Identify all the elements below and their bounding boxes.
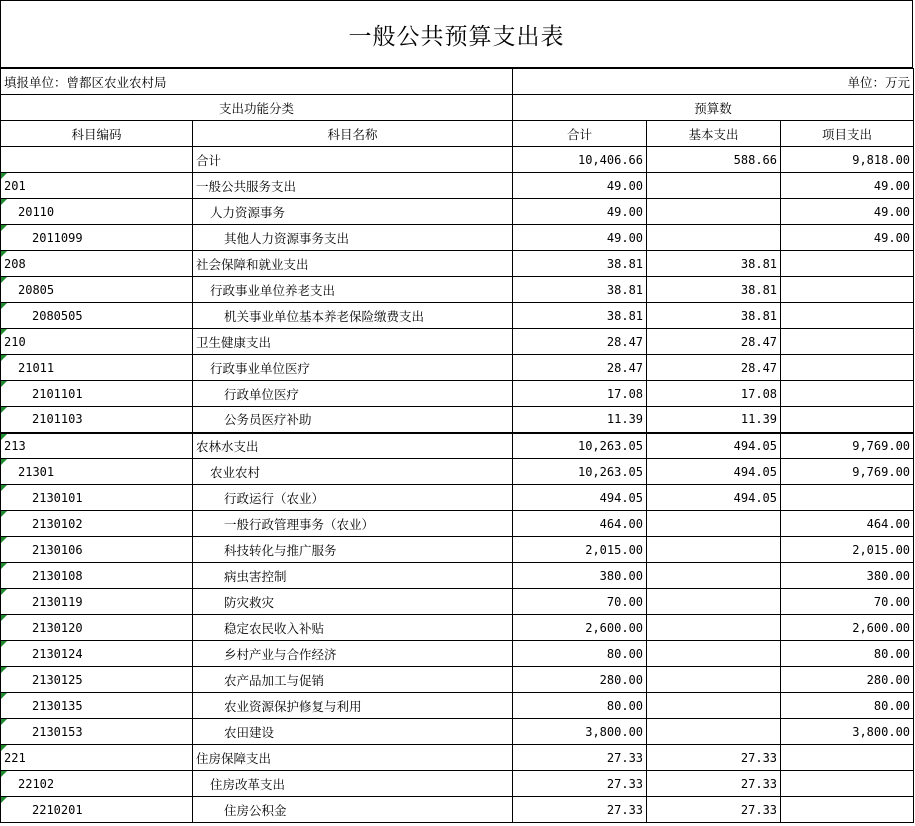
basic-cell[interactable] xyxy=(647,615,781,641)
project-cell[interactable]: 3,800.00 xyxy=(781,719,914,745)
table-row xyxy=(1,199,914,225)
basic-header[interactable]: 基本支出 xyxy=(647,121,781,147)
basic-cell[interactable] xyxy=(647,225,781,251)
code-cell[interactable]: 20805 xyxy=(1,277,193,303)
table-row xyxy=(1,329,914,355)
name-cell[interactable]: 农田建设 xyxy=(193,719,513,745)
total-cell[interactable]: 27.33 xyxy=(513,745,647,771)
total-cell[interactable]: 80.00 xyxy=(513,641,647,667)
header-row xyxy=(1,121,914,147)
project-cell[interactable]: 380.00 xyxy=(781,563,914,589)
name-cell[interactable]: 行政运行（农业） xyxy=(193,485,513,511)
project-cell[interactable]: 49.00 xyxy=(781,173,914,199)
project-cell[interactable] xyxy=(781,407,914,433)
total-cell[interactable]: 10,263.05 xyxy=(513,459,647,485)
name-cell[interactable]: 社会保障和就业支出 xyxy=(193,251,513,277)
total-cell[interactable]: 17.08 xyxy=(513,381,647,407)
project-cell[interactable]: 2,600.00 xyxy=(781,615,914,641)
name-cell[interactable]: 机关事业单位基本养老保险缴费支出 xyxy=(193,303,513,329)
total-cell[interactable]: 10,406.66 xyxy=(513,147,647,173)
project-cell[interactable]: 9,769.00 xyxy=(781,459,914,485)
name-cell[interactable]: 住房保障支出 xyxy=(193,745,513,771)
reporting-unit-cell[interactable]: 填报单位：曾都区农业农村局 xyxy=(1,69,513,95)
code-cell[interactable]: 2130106 xyxy=(1,537,193,563)
total-cell[interactable]: 27.33 xyxy=(513,771,647,797)
table-row xyxy=(1,589,914,615)
code-cell[interactable]: 210 xyxy=(1,329,193,355)
code-cell[interactable]: 2080505 xyxy=(1,303,193,329)
code-cell[interactable]: 208 xyxy=(1,251,193,277)
total-header[interactable]: 合计 xyxy=(513,121,647,147)
table-row xyxy=(1,459,914,485)
code-cell[interactable]: 2210201 xyxy=(1,797,193,823)
total-cell[interactable]: 10,263.05 xyxy=(513,433,647,459)
table-row xyxy=(1,667,914,693)
code-cell[interactable]: 2130119 xyxy=(1,589,193,615)
page-title: 一般公共预算支出表 xyxy=(348,23,565,50)
table-row xyxy=(1,771,914,797)
name-header[interactable]: 科目名称 xyxy=(193,121,513,147)
code-cell[interactable]: 201 xyxy=(1,173,193,199)
basic-cell[interactable]: 588.66 xyxy=(647,147,781,173)
basic-cell[interactable]: 38.81 xyxy=(647,303,781,329)
code-cell[interactable]: 213 xyxy=(1,433,193,459)
project-cell[interactable]: 9,818.00 xyxy=(781,147,914,173)
table-row xyxy=(1,277,914,303)
project-cell[interactable] xyxy=(781,771,914,797)
project-cell[interactable]: 9,769.00 xyxy=(781,433,914,459)
total-cell[interactable]: 494.05 xyxy=(513,485,647,511)
basic-cell[interactable] xyxy=(647,589,781,615)
code-cell[interactable]: 2130120 xyxy=(1,615,193,641)
project-cell[interactable] xyxy=(781,797,914,823)
code-cell[interactable]: 2011099 xyxy=(1,225,193,251)
basic-cell[interactable]: 28.47 xyxy=(647,355,781,381)
code-cell[interactable]: 2130135 xyxy=(1,693,193,719)
table-row xyxy=(1,381,914,407)
budget-group-header[interactable]: 预算数 xyxy=(513,95,914,121)
basic-cell[interactable]: 17.08 xyxy=(647,381,781,407)
project-cell[interactable]: 80.00 xyxy=(781,693,914,719)
title-cell[interactable] xyxy=(0,0,913,68)
name-cell[interactable]: 住房公积金 xyxy=(193,797,513,823)
name-cell[interactable]: 稳定农民收入补贴 xyxy=(193,615,513,641)
total-cell[interactable]: 380.00 xyxy=(513,563,647,589)
table-row xyxy=(1,225,914,251)
project-cell[interactable]: 49.00 xyxy=(781,225,914,251)
basic-cell[interactable] xyxy=(647,173,781,199)
basic-cell[interactable]: 27.33 xyxy=(647,797,781,823)
code-cell[interactable]: 2130102 xyxy=(1,511,193,537)
code-header[interactable]: 科目编码 xyxy=(1,121,193,147)
code-cell[interactable] xyxy=(1,147,193,173)
table-row xyxy=(1,797,914,823)
name-cell[interactable]: 行政事业单位医疗 xyxy=(193,355,513,381)
total-cell[interactable]: 280.00 xyxy=(513,667,647,693)
total-cell[interactable]: 38.81 xyxy=(513,251,647,277)
total-cell[interactable]: 2,015.00 xyxy=(513,537,647,563)
total-cell[interactable]: 3,800.00 xyxy=(513,719,647,745)
table-row xyxy=(1,173,914,199)
name-cell[interactable]: 合计 xyxy=(193,147,513,173)
project-cell[interactable]: 464.00 xyxy=(781,511,914,537)
code-cell[interactable]: 2130101 xyxy=(1,485,193,511)
name-cell[interactable]: 行政事业单位养老支出 xyxy=(193,277,513,303)
table-row xyxy=(1,355,914,381)
total-row xyxy=(1,147,914,173)
project-cell[interactable] xyxy=(781,745,914,771)
table-row xyxy=(1,511,914,537)
basic-cell[interactable]: 27.33 xyxy=(647,745,781,771)
total-cell[interactable]: 464.00 xyxy=(513,511,647,537)
project-header[interactable]: 项目支出 xyxy=(781,121,914,147)
name-cell[interactable]: 人力资源事务 xyxy=(193,199,513,225)
basic-cell[interactable]: 494.05 xyxy=(647,485,781,511)
total-cell[interactable]: 70.00 xyxy=(513,589,647,615)
total-cell[interactable]: 38.81 xyxy=(513,277,647,303)
code-cell[interactable]: 2130124 xyxy=(1,641,193,667)
table-row xyxy=(1,563,914,589)
name-cell[interactable]: 乡村产业与合作经济 xyxy=(193,641,513,667)
basic-cell[interactable] xyxy=(647,199,781,225)
info-row xyxy=(1,69,914,95)
name-cell[interactable]: 农业农村 xyxy=(193,459,513,485)
project-cell[interactable] xyxy=(781,485,914,511)
total-cell[interactable]: 28.47 xyxy=(513,355,647,381)
function-group-header[interactable]: 支出功能分类 xyxy=(1,95,513,121)
name-cell[interactable]: 卫生健康支出 xyxy=(193,329,513,355)
table-row xyxy=(1,693,914,719)
project-cell[interactable] xyxy=(781,251,914,277)
code-cell[interactable]: 20110 xyxy=(1,199,193,225)
name-cell[interactable]: 行政单位医疗 xyxy=(193,381,513,407)
name-cell[interactable]: 其他人力资源事务支出 xyxy=(193,225,513,251)
project-cell[interactable]: 70.00 xyxy=(781,589,914,615)
total-cell[interactable]: 27.33 xyxy=(513,797,647,823)
budget-table xyxy=(0,68,914,823)
total-cell[interactable]: 38.81 xyxy=(513,303,647,329)
total-cell[interactable]: 28.47 xyxy=(513,329,647,355)
name-cell[interactable]: 病虫害控制 xyxy=(193,563,513,589)
name-cell[interactable]: 农林水支出 xyxy=(193,433,513,459)
table-row xyxy=(1,251,914,277)
basic-cell[interactable] xyxy=(647,563,781,589)
total-cell[interactable]: 2,600.00 xyxy=(513,615,647,641)
project-cell[interactable] xyxy=(781,277,914,303)
total-cell[interactable]: 49.00 xyxy=(513,199,647,225)
project-cell[interactable] xyxy=(781,303,914,329)
code-cell[interactable]: 221 xyxy=(1,745,193,771)
table-row xyxy=(1,407,914,433)
basic-cell[interactable] xyxy=(647,511,781,537)
code-cell[interactable]: 2101103 xyxy=(1,407,193,433)
project-cell[interactable] xyxy=(781,381,914,407)
basic-cell[interactable]: 38.81 xyxy=(647,277,781,303)
total-cell[interactable]: 11.39 xyxy=(513,407,647,433)
basic-cell[interactable]: 28.47 xyxy=(647,329,781,355)
code-cell[interactable]: 22102 xyxy=(1,771,193,797)
total-cell[interactable]: 49.00 xyxy=(513,173,647,199)
name-cell[interactable]: 防灾救灾 xyxy=(193,589,513,615)
table-row xyxy=(1,719,914,745)
table-row xyxy=(1,485,914,511)
code-cell[interactable]: 2130108 xyxy=(1,563,193,589)
basic-cell[interactable]: 11.39 xyxy=(647,407,781,433)
basic-cell[interactable]: 494.05 xyxy=(647,459,781,485)
code-cell[interactable]: 2130125 xyxy=(1,667,193,693)
name-cell[interactable]: 一般行政管理事务（农业） xyxy=(193,511,513,537)
code-cell[interactable]: 21301 xyxy=(1,459,193,485)
project-cell[interactable]: 2,015.00 xyxy=(781,537,914,563)
code-cell[interactable]: 21011 xyxy=(1,355,193,381)
name-cell[interactable]: 住房改革支出 xyxy=(193,771,513,797)
basic-cell[interactable]: 38.81 xyxy=(647,251,781,277)
table-row xyxy=(1,537,914,563)
name-cell[interactable]: 农产品加工与促销 xyxy=(193,667,513,693)
code-cell[interactable]: 2130153 xyxy=(1,719,193,745)
table-row xyxy=(1,615,914,641)
table-row xyxy=(1,641,914,667)
name-cell[interactable]: 科技转化与推广服务 xyxy=(193,537,513,563)
money-unit-cell[interactable]: 单位：万元 xyxy=(513,69,914,95)
basic-cell[interactable] xyxy=(647,693,781,719)
basic-cell[interactable]: 27.33 xyxy=(647,771,781,797)
header-group-row xyxy=(1,95,914,121)
table-row xyxy=(1,745,914,771)
basic-cell[interactable] xyxy=(647,719,781,745)
project-cell[interactable] xyxy=(781,329,914,355)
code-cell[interactable]: 2101101 xyxy=(1,381,193,407)
project-cell[interactable] xyxy=(781,355,914,381)
basic-cell[interactable] xyxy=(647,537,781,563)
project-cell[interactable]: 280.00 xyxy=(781,667,914,693)
basic-cell[interactable] xyxy=(647,667,781,693)
project-cell[interactable]: 80.00 xyxy=(781,641,914,667)
project-cell[interactable]: 49.00 xyxy=(781,199,914,225)
total-cell[interactable]: 80.00 xyxy=(513,693,647,719)
basic-cell[interactable] xyxy=(647,641,781,667)
name-cell[interactable]: 农业资源保护修复与利用 xyxy=(193,693,513,719)
total-cell[interactable]: 49.00 xyxy=(513,225,647,251)
basic-cell[interactable]: 494.05 xyxy=(647,433,781,459)
name-cell[interactable]: 一般公共服务支出 xyxy=(193,173,513,199)
table-row xyxy=(1,433,914,459)
name-cell[interactable]: 公务员医疗补助 xyxy=(193,407,513,433)
table-row xyxy=(1,303,914,329)
